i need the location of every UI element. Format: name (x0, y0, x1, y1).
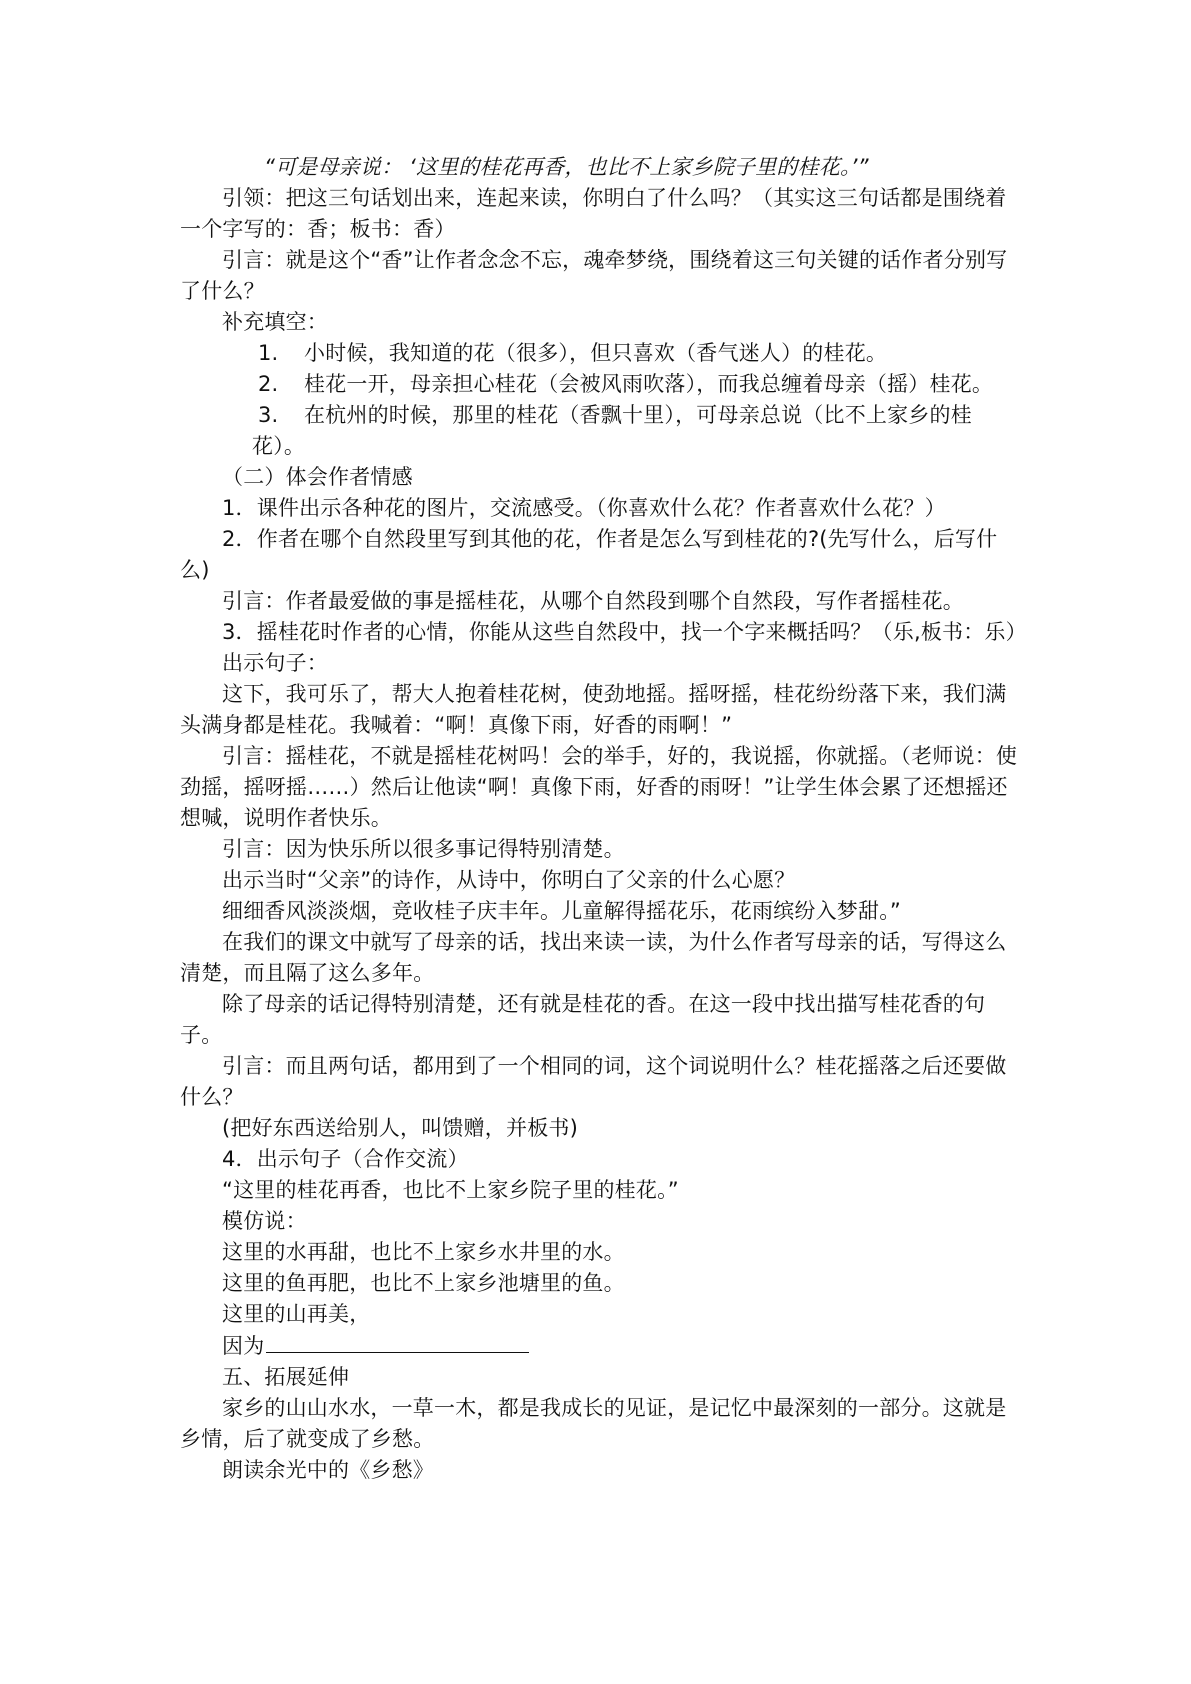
paragraph: 4．出示句子（合作交流） (222, 1147, 469, 1171)
fill-item-3 (180, 400, 1020, 462)
paragraph: (把好东西送给别人，叫馈赠，并板书) (222, 1116, 578, 1140)
paragraph-fill-heading: 补充填空： (222, 310, 328, 334)
paragraph: 在我们的课文中就写了母亲的话，找出来读一读，为什么作者写母亲的话，写得这么清楚，而且隔了这么多年。 (180, 930, 1007, 985)
poem-line: 细细香风淡淡烟，竞收桂子庆丰年。儿童解得摇花乐，花雨缤纷入梦甜。” (222, 899, 901, 923)
paragraph-guide: 引领：把这三句话划出来，连起来读，你明白了什么吗？（其实这三句话都是围绕着一个字写的：香；板书：香） (180, 186, 1007, 241)
section-heading: （二）体会作者情感 (222, 465, 413, 489)
section-heading: 五、拓展延伸 (222, 1365, 350, 1389)
paragraph-intro: 引言：就是这个“香”让作者念念不忘，魂牵梦绕，围绕着这三句关键的话作者分别写了什么？ (180, 248, 1008, 303)
paragraph: 朗读余光中的《乡愁》 (222, 1458, 434, 1482)
paragraph: 除了母亲的话记得特别清楚，还有就是桂花的香。在这一段中找出描写桂花香的句子。 (180, 992, 986, 1047)
paragraph: 这里的水再甜，也比不上家乡水井里的水。 (222, 1240, 625, 1264)
paragraph: 引言：因为快乐所以很多事记得特别清楚。 (222, 837, 625, 861)
paragraph: 出示句子： (222, 651, 328, 675)
paragraph: 这里的山再美， (222, 1302, 371, 1326)
paragraph: 这下，我可乐了，帮大人抱着桂花树，使劲地摇。摇呀摇，桂花纷纷落下来，我们满头满身都是桂花。我喊着：“啊！真像下雨，好香的雨啊！” (180, 682, 1007, 737)
fill-item-2 (180, 369, 1020, 400)
paragraph: “这里的桂花再香，也比不上家乡院子里的桂花。” (222, 1178, 679, 1202)
fill-item-number: 3. (258, 403, 279, 427)
fill-item-text: 小时候，我知道的花（很多），但只喜欢（香气迷人）的桂花。 (304, 341, 888, 365)
paragraph: 3．摇桂花时作者的心情，你能从这些自然段中，找一个字来概括吗？（乐,板书：乐） (222, 620, 1027, 644)
fill-blank-label: 因为 (222, 1334, 265, 1358)
paragraph: 引言：作者最爱做的事是摇桂花，从哪个自然段到哪个自然段，写作者摇桂花。 (222, 589, 964, 613)
fill-item-1 (180, 338, 1020, 369)
paragraph: 出示当时“父亲”的诗作，从诗中，你明白了父亲的什么心愿？ (222, 868, 796, 892)
fill-item-number: 2. (258, 372, 279, 396)
fill-blank-line (180, 1330, 1020, 1362)
fill-blank-underline (266, 1330, 529, 1353)
fill-item-text: 桂花一开，母亲担心桂花（会被风雨吹落），而我总缠着母亲（摇）桂花。 (304, 372, 994, 396)
document-body (180, 152, 1027, 1486)
paragraph: 引言：而且两句话，都用到了一个相同的词，这个词说明什么？桂花摇落之后还要做什么？ (180, 1054, 1007, 1109)
fill-item-text: 在杭州的时候，那里的桂花（香飘十里），可母亲总说（比不上家乡的桂 (304, 403, 972, 427)
quote-line: “可是母亲说： ‘这里的桂花再香，也比不上家乡院子里的桂花。’” (264, 155, 869, 179)
paragraph: 引言：摇桂花，不就是摇桂花树吗！会的举手，好的，我说摇，你就摇。（老师说：使劲摇，摇呀摇……）然后让他读“啊！真像下雨，好香的雨呀！”让学生体会累了还想摇还想喊，说明作者快乐。 (180, 744, 1018, 830)
fill-item-number: 1. (258, 341, 279, 365)
paragraph: 1．课件出示各种花的图片，交流感受。（你喜欢什么花？作者喜欢什么花？） (222, 496, 946, 520)
paragraph: 家乡的山山水水，一草一木，都是我成长的见证，是记忆中最深刻的一部分。这就是乡情，后了就变成了乡愁。 (180, 1396, 1007, 1451)
paragraph: 模仿说： (222, 1209, 307, 1233)
paragraph: 2．作者在哪个自然段里写到其他的花，作者是怎么写到桂花的?(先写什么，后写什么) (180, 527, 998, 582)
paragraph: 这里的鱼再肥，也比不上家乡池塘里的鱼。 (222, 1271, 625, 1295)
fill-item-text-continued: 花）。 (252, 434, 306, 458)
